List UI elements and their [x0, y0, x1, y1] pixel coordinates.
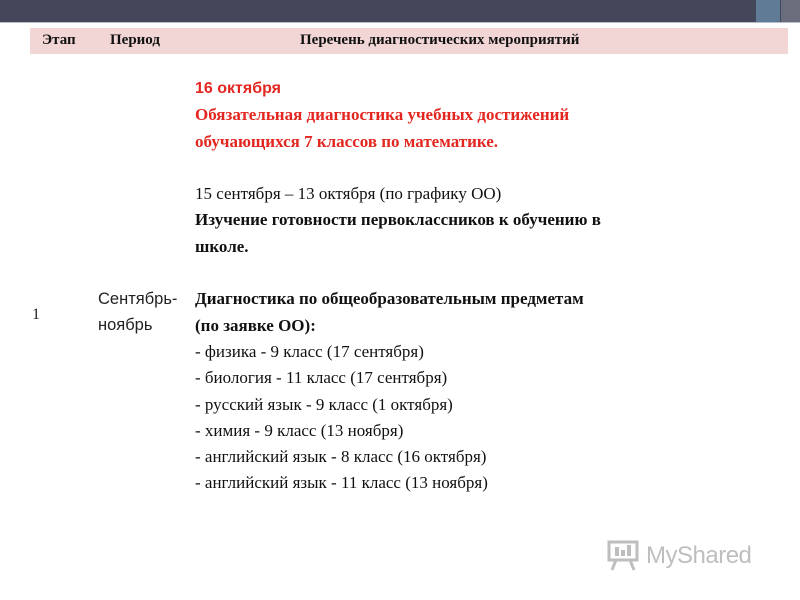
mandatory-diagnostics-line-1: Обязательная диагностика учебных достижений: [195, 105, 570, 125]
list-item: - химия - 9 класс (13 ноября): [195, 420, 404, 440]
spacer: [195, 260, 765, 286]
list-item: - английский язык - 11 класс (13 ноября): [195, 473, 488, 493]
top-accent-block: [756, 0, 780, 22]
header-period: Период: [110, 32, 160, 48]
readiness-title-line-2: школе.: [195, 236, 249, 256]
table-header: [30, 28, 788, 54]
period-line-2: ноябрь: [98, 316, 153, 334]
list-item: - физика - 9 класс (17 сентября): [195, 341, 424, 361]
header-stage: Этап: [42, 32, 76, 48]
watermark-logo: [606, 538, 766, 572]
activities-cell: [195, 76, 765, 497]
top-bar: [0, 0, 800, 22]
red-date: 16 октября: [195, 80, 281, 97]
list-item: - биология - 11 класс (17 сентября): [195, 368, 448, 388]
header-activities: Перечень диагностических мероприятий: [300, 32, 580, 48]
subjects-title-line-1: Диагностика по общеобразовательным предметам: [195, 289, 584, 309]
readiness-title-line-1: Изучение готовности первоклассников к обучению в: [195, 210, 601, 230]
period-cell: [98, 286, 177, 338]
spacer: [195, 155, 765, 181]
presentation-board-icon: [606, 538, 640, 572]
watermark-text: MyShared: [646, 542, 752, 569]
period-line-1: Сентябрь-: [98, 290, 178, 308]
subjects-title-line-2: (по заявке ОО):: [195, 315, 316, 335]
top-bar-divider: [0, 22, 800, 23]
list-item: - английский язык - 8 класс (16 октября): [195, 447, 487, 467]
stage-number: 1: [32, 306, 40, 323]
readiness-date: 15 сентября – 13 октября (по графику ОО): [195, 184, 502, 204]
list-item: - русский язык - 9 класс (1 октября): [195, 394, 453, 414]
top-accent-block-secondary: [781, 0, 800, 22]
mandatory-diagnostics-line-2: обучающихся 7 классов по математике.: [195, 131, 499, 151]
